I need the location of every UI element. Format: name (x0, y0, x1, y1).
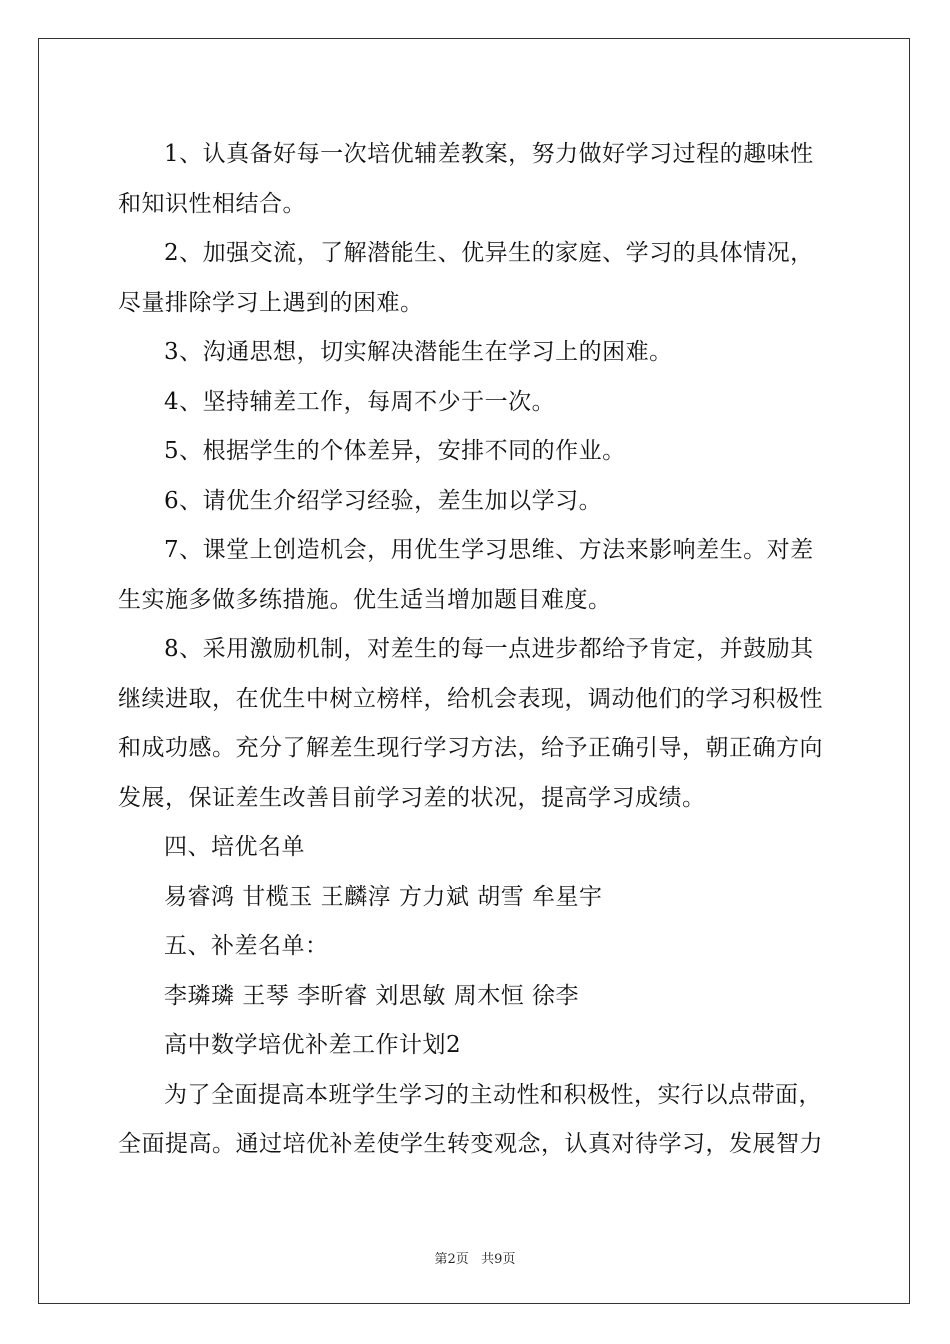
paragraph-item-8: 8、采用激励机制，对差生的每一点进步都给予肯定，并鼓励其继续进取，在优生中树立榜样，给机会表现，调动他们的学习积极性和成功感。充分了解差生现行学习方法，给予正确引导，朝正确方向发展，保证差生改善目前学习差的状况，提高学习成绩。 (118, 636, 823, 811)
paragraph-item-6: 6、请优生介绍学习经验，差生加以学习。 (164, 487, 603, 514)
paragraph-item-4: 4、坚持辅差工作，每周不少于一次。 (164, 388, 556, 415)
paragraph-item-7: 7、课堂上创造机会，用优生学习思维、方法来影响差生。对差生实施多做多练措施。优生适当增加题目难度。 (118, 537, 814, 613)
paragraph-item-1: 1、认真备好每一次培优辅差教案，努力做好学习过程的趣味性和知识性相结合。 (118, 141, 814, 217)
paragraph-item-3: 3、沟通思想，切实解决潜能生在学习上的困难。 (164, 339, 673, 365)
plan-title: 高中数学培优补差工作计划2 (164, 1032, 462, 1058)
section-heading-tutoring-students: 五、补差名单： (164, 933, 329, 959)
section-heading-top-students: 四、培优名单 (164, 834, 305, 860)
paragraph-item-5: 5、根据学生的个体差异，安排不同的作业。 (164, 438, 626, 464)
tutoring-students-list: 李璘璘 王琴 李昕睿 刘思敏 周木恒 徐李 (164, 982, 580, 1009)
page-number-footer: 第2页 共9页 (434, 1252, 516, 1267)
document-body (118, 130, 834, 1170)
top-students-list: 易睿鸿 甘榄玉 王麟淳 方力斌 胡雪 牟星宇 (164, 883, 603, 910)
plan-intro-paragraph: 为了全面提高本班学生学习的主动性和积极性，实行以点带面，全面提高。通过培优补差使学生转变观念，认真对待学习，发展智力 (118, 1081, 823, 1157)
paragraph-item-2: 2、加强交流，了解潜能生、优异生的家庭、学习的具体情况，尽量排除学习上遇到的困难。 (118, 240, 814, 316)
